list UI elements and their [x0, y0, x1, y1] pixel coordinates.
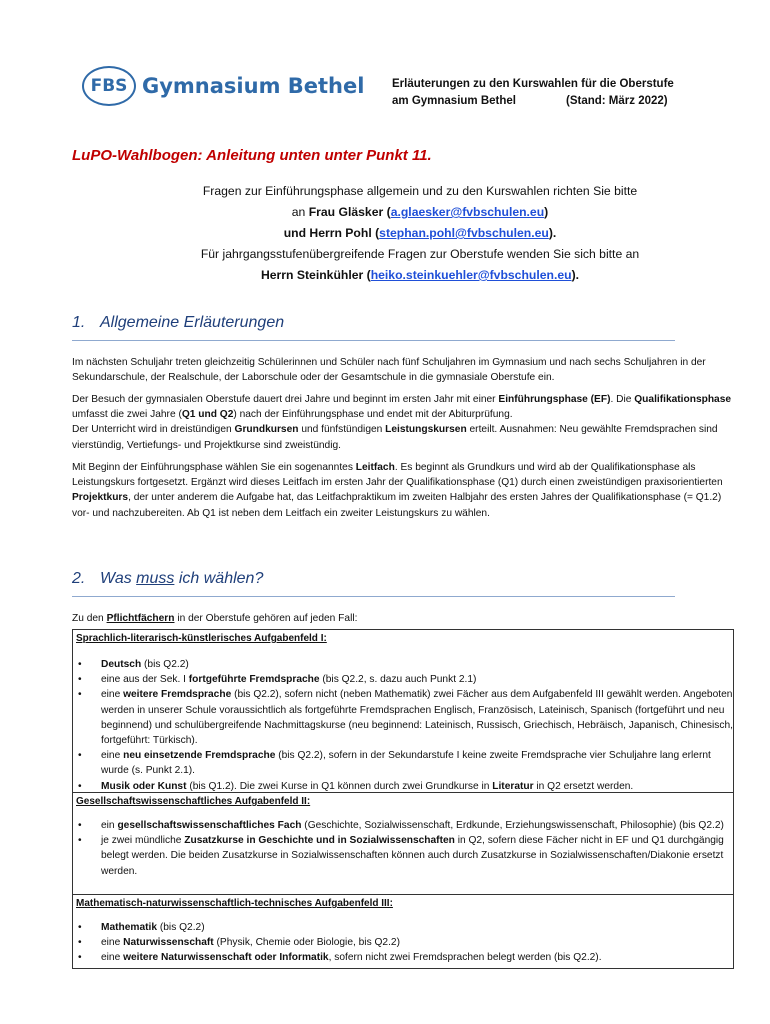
text: ) nach der Einführungsphase und endet mit der Abiturprüfung. — [233, 409, 513, 421]
section-heading-2 — [72, 570, 263, 588]
heading-rule — [72, 596, 675, 597]
bullet-icon: • — [78, 780, 82, 792]
text: eine — [101, 750, 124, 762]
aufgabenfeld-title: Sprachlich-literarisch-künstlerisches Aufgabenfeld I: — [76, 633, 327, 644]
contact-line-3 — [120, 223, 720, 244]
text: gesellschaftswissenschaftliches Fach — [117, 820, 302, 831]
list-item — [73, 935, 733, 950]
contact-name: und Herrn Pohl — [283, 226, 372, 240]
section-number: 1. — [72, 314, 86, 331]
pflicht-intro — [72, 611, 732, 626]
text: Deutsch — [101, 659, 142, 670]
text: ). — [571, 268, 580, 282]
bullet-list — [73, 818, 733, 879]
title-line-1: Erläuterungen zu den Kurswahlen für die Oberstufe — [392, 78, 674, 90]
contact-line-2 — [120, 202, 720, 223]
text: fortgeführte Fremdsprache — [188, 674, 320, 686]
text: Der Unterricht wird in dreistündigen — [72, 424, 235, 436]
text: Pflichtfächern — [106, 613, 175, 624]
text: ich wählen? — [174, 570, 264, 587]
text: ( — [371, 226, 380, 240]
text: ( — [383, 205, 391, 219]
text: umfasst die zwei Jahre ( — [72, 409, 182, 421]
bullet-icon: • — [78, 674, 82, 686]
text: ( — [363, 268, 371, 282]
text: (bis Q2.2), sofern nicht (neben Mathematik) zwei Fächer aus dem Aufgabenfeld III gewählt werden. Angeboten werden in unserer Schule voraussichtlich als fortgeführte Fremdsprachen Englisch, Französisch, Lateinisch, Spanisch (fortgeführt und neu beginnend) und schulübergreifende Nachmittagskurse (neu beginnend: Lateinisch, Russisch, Griechisch, Hebräisch, Japanisch, Chinesisch, fortgeführt: Türkisch). — [101, 689, 733, 747]
email-link-pohl[interactable]: stephan.pohl@fvbschulen.eu — [379, 226, 549, 240]
text: Mit Beginn der Einführungsphase wählen Sie ein sogenanntes — [72, 462, 356, 473]
bullet-icon: • — [78, 659, 82, 670]
list-item — [73, 748, 733, 778]
text: Zu den — [72, 613, 107, 624]
text: . Es beginnt als Grundkurs und wird ab der Qualifikationsphase als Leistungskurs fortgesetzt. Ergänzt wird dieses Leitfach im ersten Jahr der Qualifikationsphase (Q1) durch einen zweistündigen praxisorientierten — [72, 462, 723, 489]
text: erteilt. Ausnahmen: Neu gewählte Fremdsprachen sind vierstündig, Vertiefungs- und Projektkurse sind zweistündig. — [72, 424, 718, 451]
list-item — [73, 779, 733, 794]
contact-line-4: Für jahrgangsstufenübergreifende Fragen zur Oberstufe wenden Sie sich bitte an — [200, 247, 640, 261]
text: Projektkurs — [72, 492, 129, 504]
fbs-logo-mark: FBS — [82, 66, 136, 106]
text: weitere Naturwissenschaft oder Informatik — [123, 952, 329, 964]
text: Leistungskursen — [385, 424, 467, 436]
text: Einführungsphase (EF) — [498, 394, 611, 405]
text: eine aus der Sek. I — [101, 674, 189, 686]
text: ein — [101, 820, 118, 831]
bullet-icon: • — [78, 835, 82, 847]
text: ). — [548, 226, 557, 240]
bullet-icon: • — [78, 952, 82, 964]
text: und fünfstündigen — [298, 424, 386, 436]
aufgabenfeld-1 — [73, 630, 733, 793]
contact-line-5 — [120, 265, 720, 286]
paragraph-3 — [72, 460, 732, 521]
contact-name: Herrn Steinkühler — [260, 268, 364, 282]
bullet-icon: • — [78, 937, 82, 949]
text: Musik oder Kunst — [101, 780, 187, 792]
title-date: (Stand: März 2022) — [566, 95, 668, 107]
bullet-list — [73, 657, 733, 794]
email-link-steinkuehler[interactable]: heiko.steinkuehler@fvbschulen.eu — [370, 268, 572, 282]
list-item — [73, 657, 733, 672]
pflicht-table — [72, 629, 734, 969]
text: in Q2, sofern diese Fächer nicht in EF und Q1 durchgängig belegt werden. Die beiden Zusatzkurse in Sozialwissenschaften können auch durch Zusatzkurse in Sozialwissenschaften/Diakonie ersetzt werden. — [101, 835, 724, 877]
logo-text: Gymnasium Bethel — [142, 74, 365, 98]
bullet-icon: • — [78, 820, 82, 831]
school-logo — [82, 66, 364, 106]
text: . Die — [610, 394, 635, 405]
title-line-2 — [392, 93, 674, 110]
section-number: 2. — [72, 570, 86, 587]
text: Mathematik — [101, 922, 158, 933]
heading-rule — [72, 340, 675, 341]
list-item — [73, 920, 733, 935]
aufgabenfeld-title: Mathematisch-naturwissenschaftlich-technisches Aufgabenfeld III: — [76, 898, 393, 909]
list-item — [73, 818, 733, 833]
list-item — [73, 687, 733, 748]
text: Literatur — [492, 780, 534, 792]
text: (bis Q2.2, s. dazu auch Punkt 2.1) — [319, 674, 477, 686]
text: Der Besuch der gymnasialen Oberstufe dauert drei Jahre und beginnt im ersten Jahr mit einer — [72, 394, 499, 405]
email-link-glaesker[interactable]: a.glaesker@fvbschulen.eu — [390, 205, 545, 219]
bullet-icon: • — [78, 689, 82, 701]
text: eine — [101, 937, 124, 949]
bullet-icon: • — [78, 750, 82, 762]
text: Naturwissenschaft — [123, 937, 214, 949]
text: eine — [101, 689, 124, 701]
text: (bis Q1.2). Die zwei Kurse in Q1 können durch zwei Grundkurse in — [186, 780, 493, 792]
section-title: Allgemeine Erläuterungen — [100, 314, 285, 331]
text: (bis Q2.2) — [157, 922, 205, 933]
text: Zusatzkurse in Geschichte und in Sozialwissenschaften — [184, 835, 455, 847]
text: je zwei mündliche — [101, 835, 185, 847]
text: Grundkursen — [234, 424, 299, 436]
text: (bis Q2.2), sofern in der Sekundarstufe I keine zweite Fremdsprache vier Schuljahre lang erlernt wurde (s. Punkt 2.1). — [101, 750, 711, 777]
contact-name: Frau Gläsker — [308, 205, 384, 219]
text: Qualifikationsphase — [634, 394, 732, 405]
text: neu einsetzende Fremdsprache — [123, 750, 276, 762]
text: (Geschichte, Sozialwissenschaft, Erdkunde, Erziehungswissenschaft, Philosophie) (bis Q2.2) — [301, 820, 724, 831]
paragraph-1: Im nächsten Schuljahr treten gleichzeitig Schülerinnen und Schüler nach fünf Schuljahren im Gymnasium und nach sechs Schuljahren in der Sekundarschule, der Realschule, der Laborschule oder der Gesamtschule in die gymnasiale Oberstufe ein. — [72, 357, 706, 384]
list-item — [73, 950, 733, 965]
bullet-icon: • — [78, 922, 82, 933]
text: , der unter anderem die Aufgabe hat, das Leitfachpraktikum im zweiten Halbjahr des ersten Jahres der Qualifikationsphase (= Q1.2) vor- und nachzubereiten. Ab Q1 ist neben dem Leitfach ein zweiter Leistungskurs zu wählen. — [72, 492, 722, 519]
text: in Q2 ersetzt werden. — [533, 780, 634, 792]
text: weitere Fremdsprache — [123, 689, 232, 701]
text: (bis Q2.2) — [141, 659, 189, 670]
aufgabenfeld-2 — [73, 793, 733, 895]
contact-block — [120, 181, 720, 286]
section-heading-1 — [72, 314, 284, 332]
aufgabenfeld-title: Gesellschaftswissenschaftliches Aufgabenfeld II: — [76, 796, 311, 807]
paragraph-2 — [72, 392, 732, 453]
title-school: am Gymnasium Bethel — [392, 95, 516, 107]
text: Leitfach — [355, 462, 395, 473]
aufgabenfeld-3 — [73, 895, 733, 968]
lupo-notice: LuPO-Wahlbogen: Anleitung unten unter Punkt 11. — [72, 147, 432, 164]
text: an — [291, 205, 309, 219]
document-title — [392, 76, 674, 110]
contact-line-1: Fragen zur Einführungsphase allgemein und zu den Kurswahlen richten Sie bitte — [202, 184, 638, 198]
text: muss — [136, 570, 175, 587]
bullet-list — [73, 920, 733, 966]
text: Was — [100, 570, 137, 587]
text: in der Oberstufe gehören auf jeden Fall: — [174, 613, 358, 624]
text: Q1 und Q2 — [181, 409, 234, 421]
text: (Physik, Chemie oder Biologie, bis Q2.2) — [213, 937, 400, 949]
list-item — [73, 672, 733, 687]
text: , sofern nicht zwei Fremdsprachen belegt werden (bis Q2.2). — [328, 952, 602, 964]
list-item — [73, 833, 733, 879]
text: ) — [544, 205, 549, 219]
text: eine — [101, 952, 124, 964]
